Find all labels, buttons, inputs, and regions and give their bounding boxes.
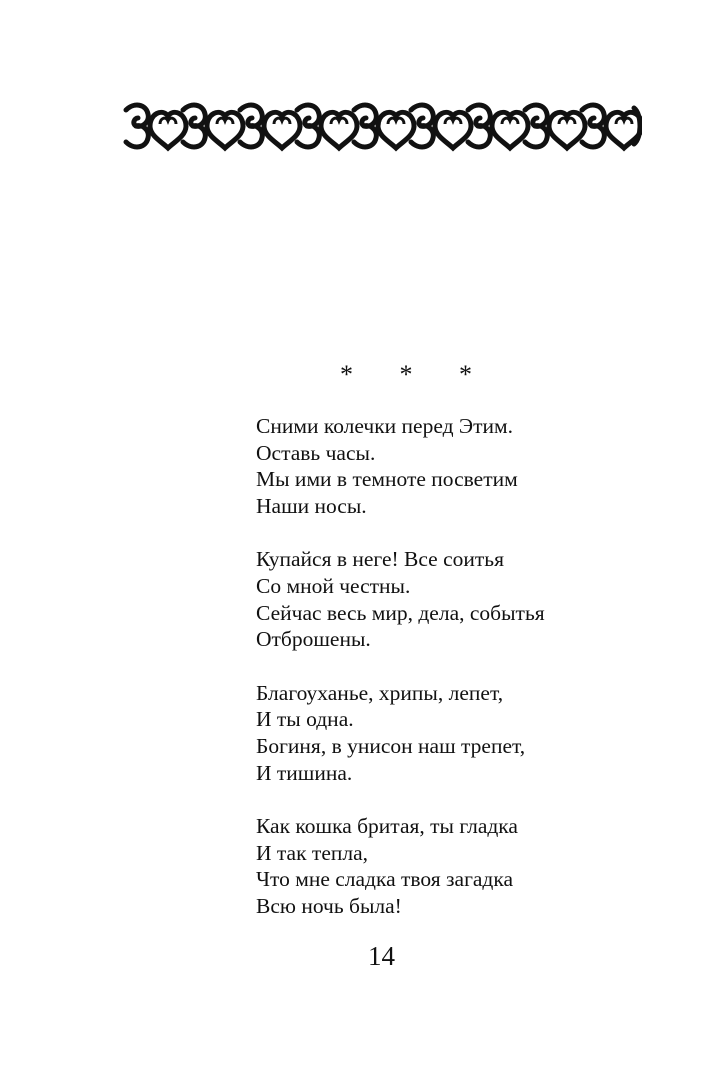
poem-line: Мы ими в темноте посветим [256,467,518,492]
stanza [256,680,696,786]
poem-line: Отброшены. [256,627,371,652]
poem [256,413,696,920]
poem-line: Оставь часы. [256,440,376,465]
poem-line: Со мной честны. [256,573,411,598]
heart-scroll-border-icon [122,100,642,152]
stanza [256,413,696,519]
poem-line: Сейчас весь мир, дела, событья [256,600,545,625]
poem-line: И так тепла, [256,840,369,865]
poem-line: Что мне сладка твоя загадка [256,867,514,892]
poem-line: Всю ночь была! [256,893,402,918]
poem-line: Как кошка бритая, ты гладка [256,814,518,839]
poem-line: И ты одна. [256,707,354,732]
page-number: 14 [368,941,395,971]
poem-line: Купайся в неге! Все соитья [256,547,504,572]
poem-line: Сними колечки перед Этим. [256,414,513,438]
stanza [256,813,696,919]
section-separator: * * * [340,360,492,389]
stanza [256,546,696,652]
poem-line: Богиня, в унисон наш трепет, [256,733,526,758]
poem-line: Наши носы. [256,493,367,518]
poem-line: Благоуханье, хрипы, лепет, [256,680,504,705]
poem-line: И тишина. [256,760,353,785]
